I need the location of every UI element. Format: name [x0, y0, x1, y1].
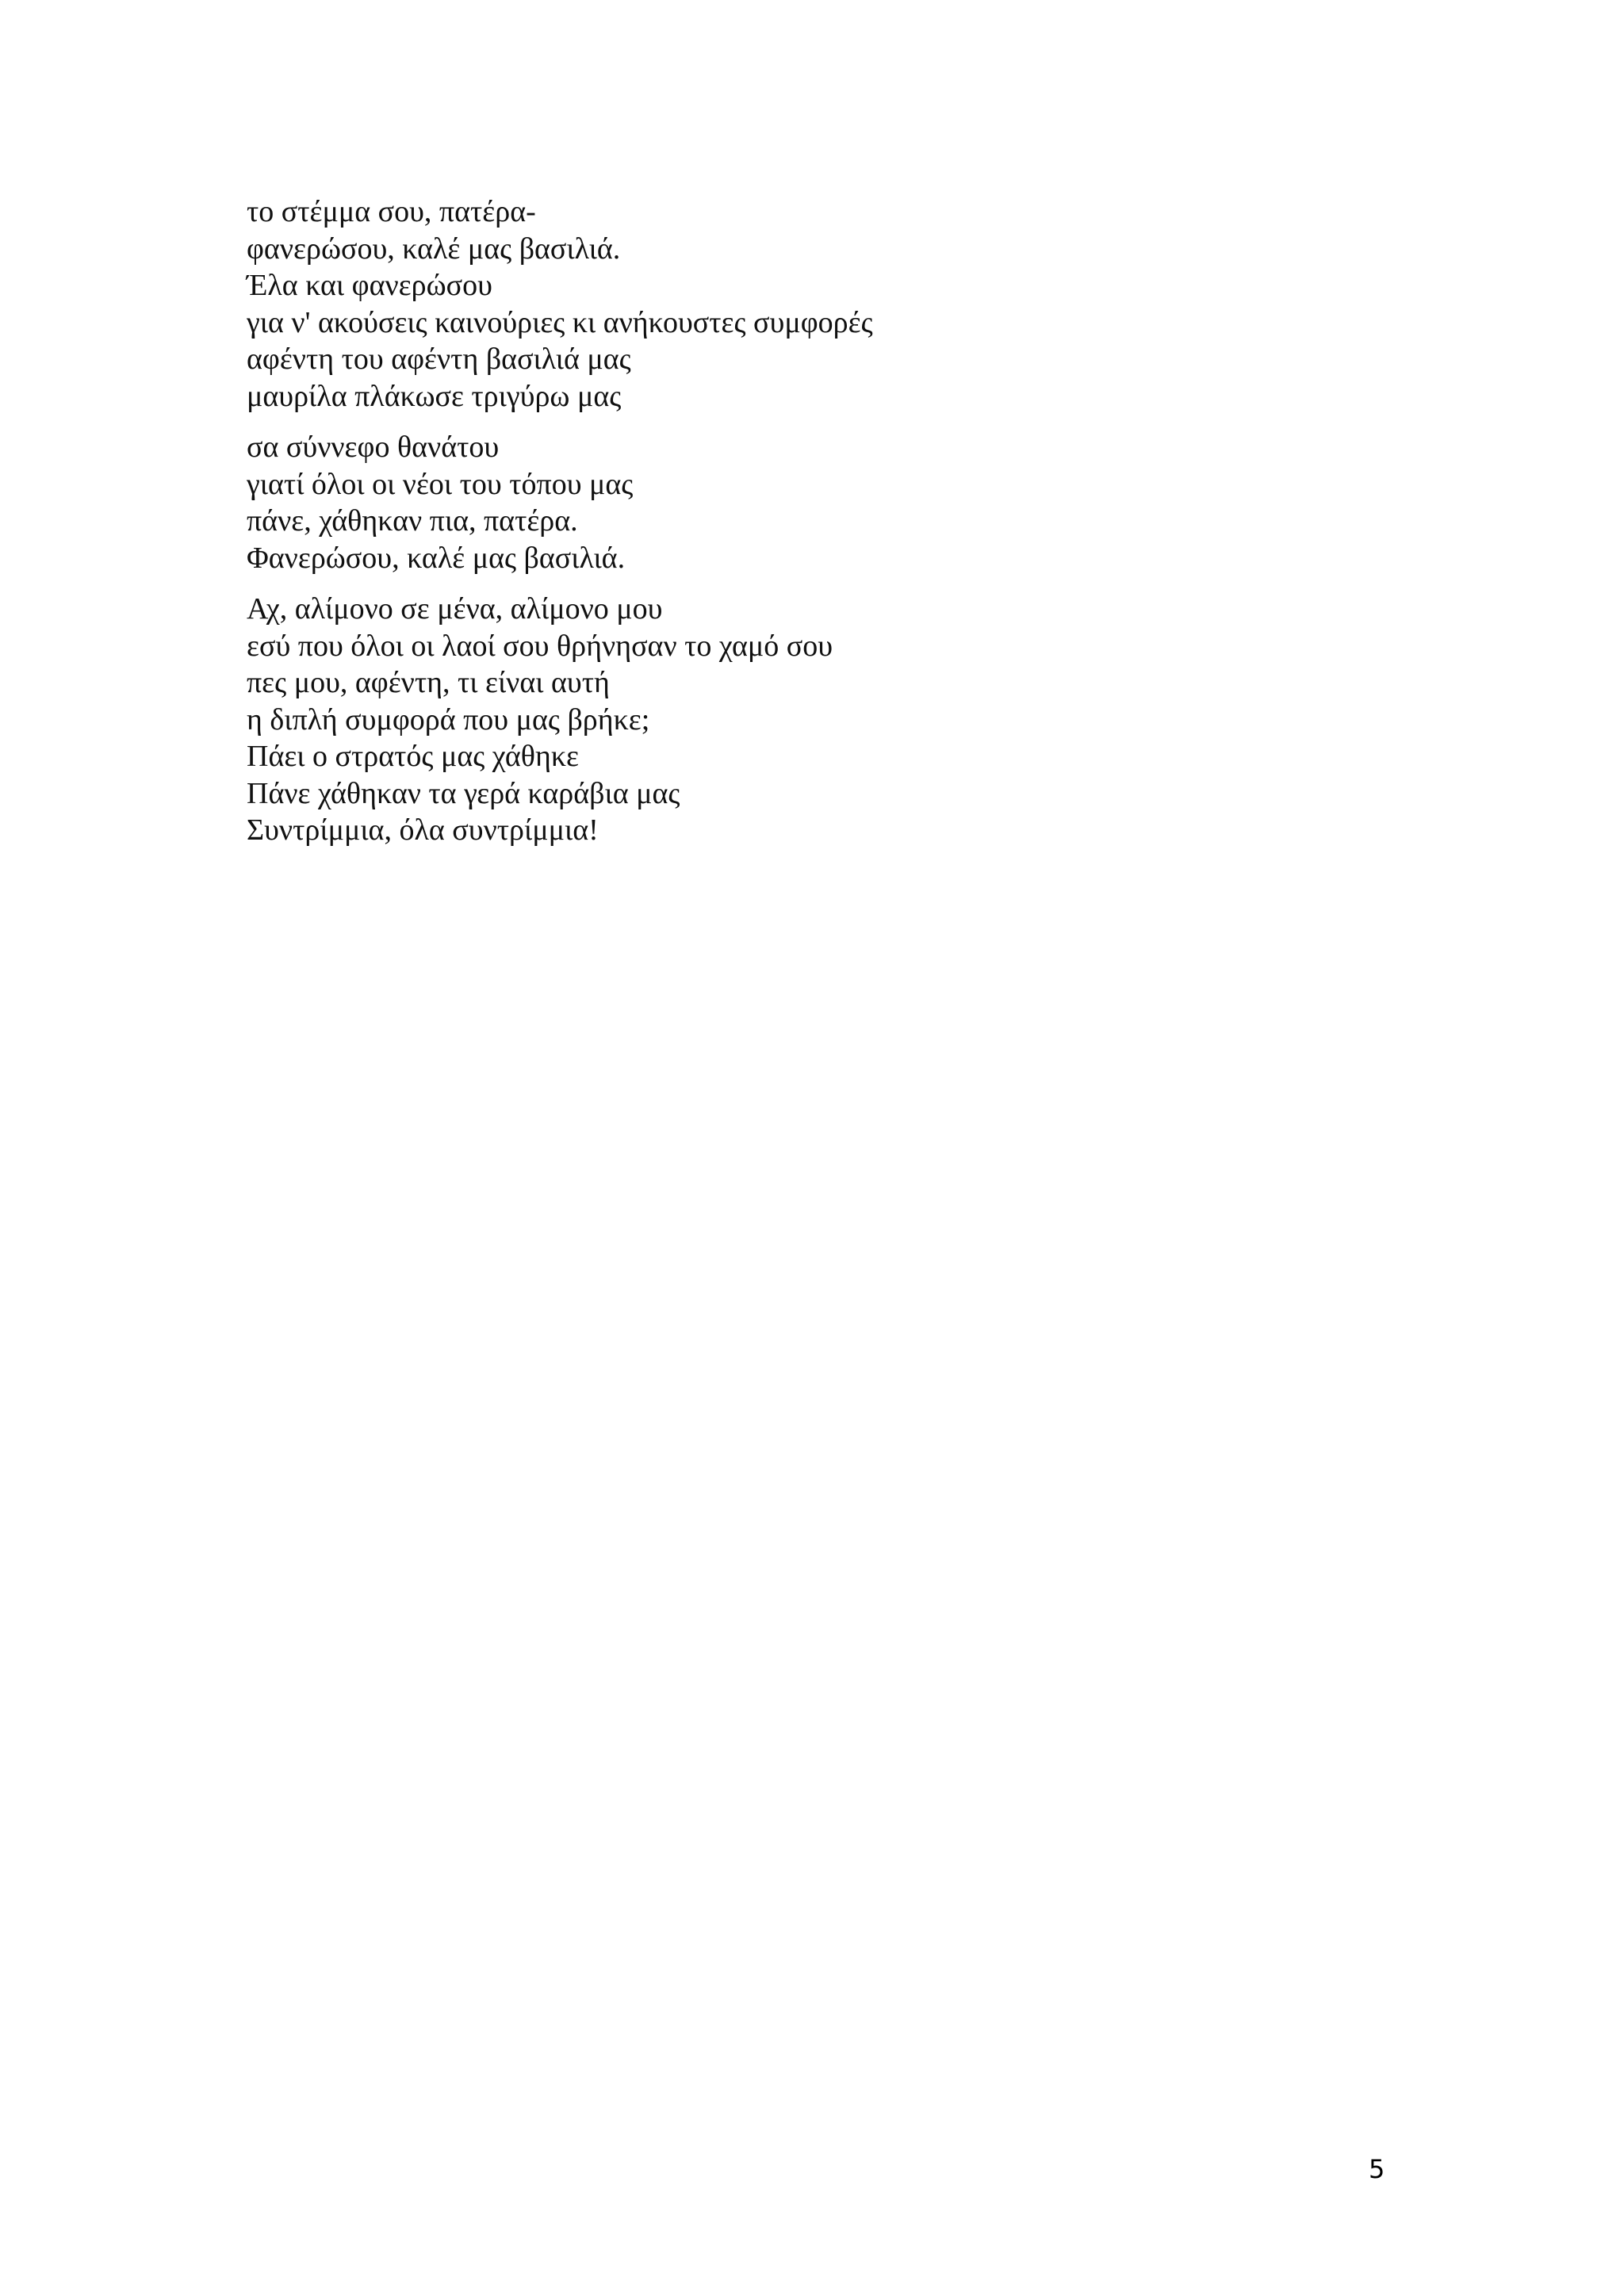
- poem-text: [247, 193, 1436, 849]
- poem-line: για ν' ακούσεις καινούριες κι ανήκουστες συμφορές: [247, 305, 873, 339]
- poem-line: Συντρίμμια, όλα συντρίμμια!: [247, 813, 599, 847]
- poem-line: σα σύννεφο θανάτου: [247, 430, 500, 464]
- poem-line: Πάνε χάθηκαν τα γερά καράβια μας: [247, 776, 680, 810]
- poem-line: η διπλή συμφορά που μας βρήκε;: [247, 702, 650, 737]
- poem-line: πάνε, χάθηκαν πια, πατέρα.: [247, 504, 578, 538]
- poem-line: Έλα και φανερώσου: [247, 269, 492, 302]
- poem-line: πες μου, αφέντη, τι είναι αυτή: [247, 666, 610, 699]
- poem-line: Αχ, αλίμονο σε μένα, αλίμονο μου: [247, 592, 663, 626]
- poem-line: μαυρίλα πλάκωσε τριγύρω μας: [247, 379, 622, 413]
- poem-line: εσύ που όλοι οι λαοί σου θρήνησαν το χαμό σου: [247, 629, 833, 663]
- poem-line: Φανερώσου, καλέ μας βασιλιά.: [247, 541, 626, 575]
- poem-line: Πάει ο στρατός μας χάθηκε: [247, 740, 579, 773]
- stanza-2: [247, 429, 1436, 576]
- stanza-gap: [247, 576, 1436, 591]
- poem-line: φανερώσου, καλέ μας βασιλιά.: [247, 232, 621, 266]
- stanza-gap: [247, 415, 1436, 429]
- poem-line: αφέντη του αφέντη βασιλιά μας: [247, 342, 631, 376]
- stanza-3: [247, 591, 1436, 849]
- page-number: 5: [1369, 2154, 1385, 2184]
- poem-line: το στέμμα σου, πατέρα-: [247, 195, 536, 228]
- poem-line: γιατί όλοι οι νέοι του τόπου μας: [247, 467, 634, 501]
- stanza-1: [247, 193, 1436, 415]
